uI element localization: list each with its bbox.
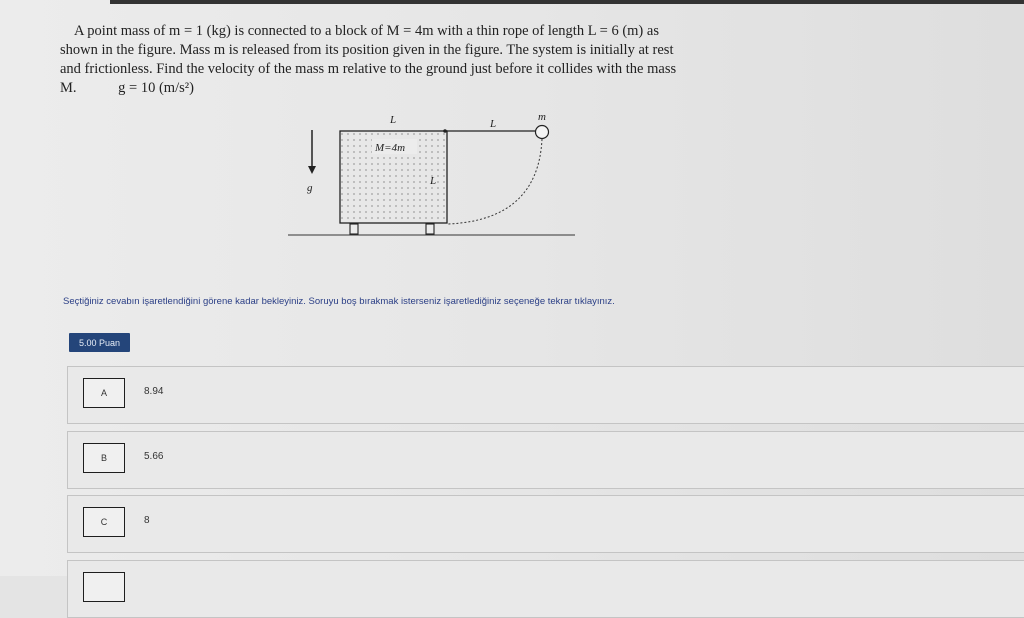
option-a[interactable] bbox=[67, 366, 1024, 424]
pulley-point bbox=[443, 129, 447, 133]
option-a-key[interactable]: A bbox=[83, 378, 125, 408]
question-line-2: shown in the figure. Mass m is released from its position given in the figure. The system is initially at rest bbox=[60, 42, 674, 58]
gravity-value: g = 10 (m/s²) bbox=[118, 80, 194, 96]
option-c-key[interactable]: C bbox=[83, 507, 125, 537]
question-line-3: and frictionless. Find the velocity of the mass m relative to the ground just before it collides with the mass bbox=[60, 61, 677, 77]
option-a-value: 8.94 bbox=[144, 386, 164, 397]
option-d-partial[interactable] bbox=[67, 560, 1024, 618]
option-c[interactable] bbox=[67, 495, 1024, 553]
gravity-label: g⃗ bbox=[307, 182, 322, 194]
point-mass-m bbox=[536, 126, 549, 139]
top-border bbox=[110, 0, 1024, 4]
wheel-right bbox=[426, 224, 434, 234]
swing-path bbox=[448, 139, 542, 224]
label-L-rope: L bbox=[490, 118, 497, 130]
question-line-4-m: M. bbox=[60, 80, 77, 96]
answer-notice: Seçtiğiniz cevabın işaretlendiğini görene kadar bekleyiniz. Soruyu boş bırakmak isterseniz işaretlediğiniz seçeneğe tekrar tıklayınız. bbox=[63, 296, 615, 307]
question-line-1: A point mass of m = 1 (kg) is connected to a block of M = 4m with a thin rope of length L = 6 (m) as bbox=[74, 23, 659, 39]
option-d-key[interactable] bbox=[83, 572, 125, 602]
physics-figure bbox=[280, 108, 580, 243]
label-m: m bbox=[538, 111, 546, 123]
gravity-arrow-head bbox=[308, 166, 316, 174]
option-b-value: 5.66 bbox=[144, 451, 164, 462]
option-b[interactable] bbox=[67, 431, 1024, 489]
wheel-left bbox=[350, 224, 358, 234]
option-b-key[interactable]: B bbox=[83, 443, 125, 473]
question-text bbox=[60, 22, 800, 98]
label-L-side: L bbox=[430, 175, 437, 187]
block-label: M=4m bbox=[375, 142, 406, 154]
points-badge: 5.00 Puan bbox=[69, 333, 130, 352]
option-c-value: 8 bbox=[144, 515, 150, 526]
label-L-top: L bbox=[390, 114, 397, 126]
